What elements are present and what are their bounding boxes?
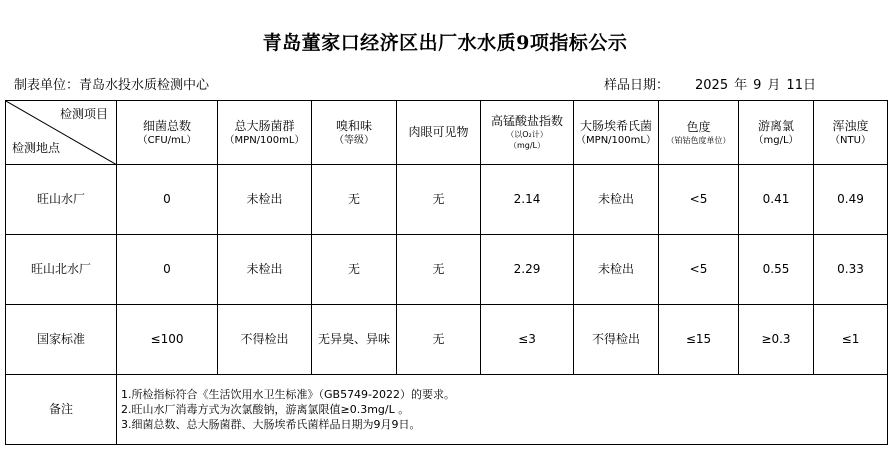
table-row [6,165,888,235]
date-month: 9 [753,78,762,93]
page-title: 青岛董家口经济区出厂水水质9项指标公示 [262,32,628,54]
col-header-color [659,101,739,165]
table-cell: 无异臭、异味 [312,305,397,375]
table-cell: <5 [659,235,739,305]
table-cell: 不得检出 [218,305,312,375]
corner-top-label: 检测项目 [59,107,108,121]
remarks-row [6,375,888,445]
date-year: 2025 [695,78,729,93]
row-site: 旺山北水厂 [6,235,117,305]
table-cell: 无 [397,305,481,375]
col-header-visible [397,101,481,165]
table-cell: 0 [117,235,218,305]
table-cell: 无 [397,235,481,305]
header-row [6,101,888,165]
sample-date [604,74,816,93]
remarks-text [117,375,888,445]
table-cell: <5 [659,165,739,235]
unit-label: 制表单位：青岛水投水质检测中心 [14,78,210,93]
col-unit: （MPN/100mL） [576,134,656,146]
date-year-suffix: 年 [734,78,748,93]
table-cell: ≥0.3 [739,305,814,375]
date-month-suffix: 月 [767,78,781,93]
col-unit: （MPN/100mL） [224,134,305,146]
table-row [6,305,888,375]
table-cell: 0 [117,165,218,235]
corner-header [6,101,117,165]
col-name: 游离氯 [757,118,794,133]
col-name: 肉眼可见物 [408,125,469,139]
remark-line: 2.旺山水厂消毒方式为次氯酸钠，游离氯限值≥0.3mg/L 。 [121,403,410,416]
table-cell: 2.14 [481,165,574,235]
corner-bottom-label: 检测地点 [12,141,61,155]
table-cell: 2.29 [481,235,574,305]
col-name: 浑浊度 [832,118,869,133]
table-cell: ≤100 [117,305,218,375]
col-name: 大肠埃希氏菌 [579,118,652,133]
col-note: （以O₂计） [506,130,548,139]
row-site: 旺山水厂 [6,165,117,235]
table-cell: 未检出 [218,235,312,305]
table-row [6,235,888,305]
table-cell: 无 [312,235,397,305]
col-unit: （NTU） [830,134,871,146]
table-cell: 无 [312,165,397,235]
water-quality-table [5,100,888,445]
remark-line: 1.所检指标符合《生活饮用水卫生标准》（GB5749-2022）的要求。 [121,388,456,401]
col-unit: （等级） [334,134,374,146]
col-header-coliform [218,101,312,165]
table-cell: ≤1 [814,305,888,375]
table-cell: 未检出 [574,235,659,305]
col-name: 高锰酸盐指数 [490,114,563,128]
table-cell: 不得检出 [574,305,659,375]
col-header-odor [312,101,397,165]
col-header-chlorine [739,101,814,165]
col-unit: （mg/L） [508,141,546,150]
table-cell: 未检出 [218,165,312,235]
table-cell: 未检出 [574,165,659,235]
table-cell: 0.49 [814,165,888,235]
col-name: 细菌总数 [142,118,191,133]
col-unit: （CFU/mL） [137,134,197,146]
date-day: 11日 [786,78,816,93]
col-unit: （mg/L） [753,134,799,146]
col-header-bacteria [117,101,218,165]
date-label: 样品日期： [604,78,670,93]
table-cell: 无 [397,165,481,235]
table-cell: 0.33 [814,235,888,305]
col-header-turbidity [814,101,888,165]
table-cell: 0.55 [739,235,814,305]
col-name: 嗅和味 [335,118,372,133]
col-name: 色度 [686,119,711,134]
row-site: 国家标准 [6,305,117,375]
table-cell: ≤3 [481,305,574,375]
remarks-label: 备注 [6,375,117,445]
col-note: （铂钴色度单位） [666,135,731,145]
remark-line: 3.细菌总数、总大肠菌群、大肠埃希氏菌样品日期为9月9日。 [121,418,421,431]
table-cell: ≤15 [659,305,739,375]
col-header-ecoli [574,101,659,165]
table-cell: 0.41 [739,165,814,235]
col-header-permanganate [481,101,574,165]
col-name: 总大肠菌群 [234,118,295,133]
